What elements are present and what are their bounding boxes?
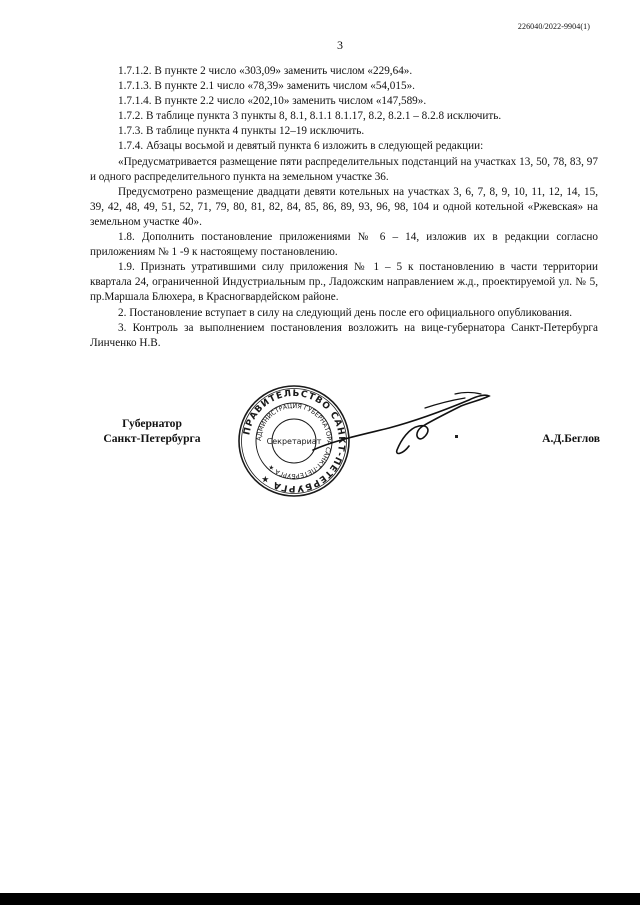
paragraph-1-7-1-2: 1.7.1.2. В пункте 2 число «303,09» заменить числом «229,64».: [118, 65, 413, 77]
page-number: 3: [337, 38, 343, 52]
paragraph-1-7-3: 1.7.3. В таблице пункта 4 пункты 12–19 исключить.: [118, 125, 365, 138]
document-body: [90, 64, 598, 351]
paragraph-1-7-2: 1.7.2. В таблице пункта 3 пункты 8, 8.1, 8.1.1 8.1.17, 8.2, 8.2.1 – 8.2.8 исключить.: [118, 110, 502, 123]
paragraph-2: 2. Постановление вступает в силу на следующий день после его официального опубликования.: [118, 306, 573, 319]
paragraph-1-7-1-4: 1.7.1.4. В пункте 2.2 число «202,10» заменить числом «147,589».: [118, 95, 427, 108]
signatory-title-line-2: Санкт-Петербурга: [103, 432, 201, 445]
svg-text:Секретариат: Секретариат: [266, 437, 322, 446]
paragraph-quote-substations: «Предусматривается размещение пяти распределительных подстанций на участках 13, 50, 78, 83, 97 и одного распределительного пункта на земельном участке 36.: [90, 155, 598, 183]
svg-text:АДМИНИСТРАЦИЯ ГУБЕРНАТОРА САНК: АДМИНИСТРАЦИЯ ГУБЕРНАТОРА САНКТ-ПЕТЕРБУРГА ★: [255, 402, 333, 480]
signatory-title-line-1: Губернатор: [122, 417, 182, 430]
ink-dot: [455, 435, 458, 438]
svg-text:ПРАВИТЕЛЬСТВО САНКТ-ПЕТЕРБУРГА: ПРАВИТЕЛЬСТВО САНКТ-ПЕТЕРБУРГА ★: [242, 388, 347, 494]
paragraph-1-7-1-3: 1.7.1.3. В пункте 2.1 число «78,39» заменить числом «54,015».: [118, 80, 415, 93]
paragraph-1-9: 1.9. Признать утратившими силу приложения № 1 – 5 к постановлению в части территории квартала 24, ограниченной Индустриальным пр., Ладожским направлением ж.д., проектируемой ул. № 5, пр.Маршала Блюхера, в Красногвардейском районе.: [90, 261, 598, 304]
handwritten-signature-image: [305, 388, 495, 473]
signatory-title: [92, 416, 212, 446]
signer-name: А.Д.Беглов: [542, 432, 600, 445]
paragraph-1-7-4: 1.7.4. Абзацы восьмой и девятый пункта 6 изложить в следующей редакции:: [118, 140, 484, 153]
scan-edge-bar: [0, 893, 640, 905]
paragraph-quote-boilers: Предусмотрено размещение двадцати девяти котельных на участках 3, 6, 7, 8, 9, 10, 11, 12, 14, 15, 39, 42, 48, 49, 51, 52, 71, 79, 80, 81, 82, 84, 85, 86, 89, 93, 96, 98, 104 и одной котельной «Ржевская» на земельном участке 40».: [90, 185, 598, 228]
document-number: 226040/2022-9904(1): [517, 22, 590, 31]
paragraph-1-8: 1.8. Дополнить постановление приложениями № 6 – 14, изложив их в редакции согласно приложениям № 1 -9 к настоящему постановлению.: [90, 231, 598, 259]
paragraph-3: 3. Контроль за выполнением постановления возложить на вице-губернатора Санкт-Петербурга Линченко Н.В.: [90, 321, 598, 349]
